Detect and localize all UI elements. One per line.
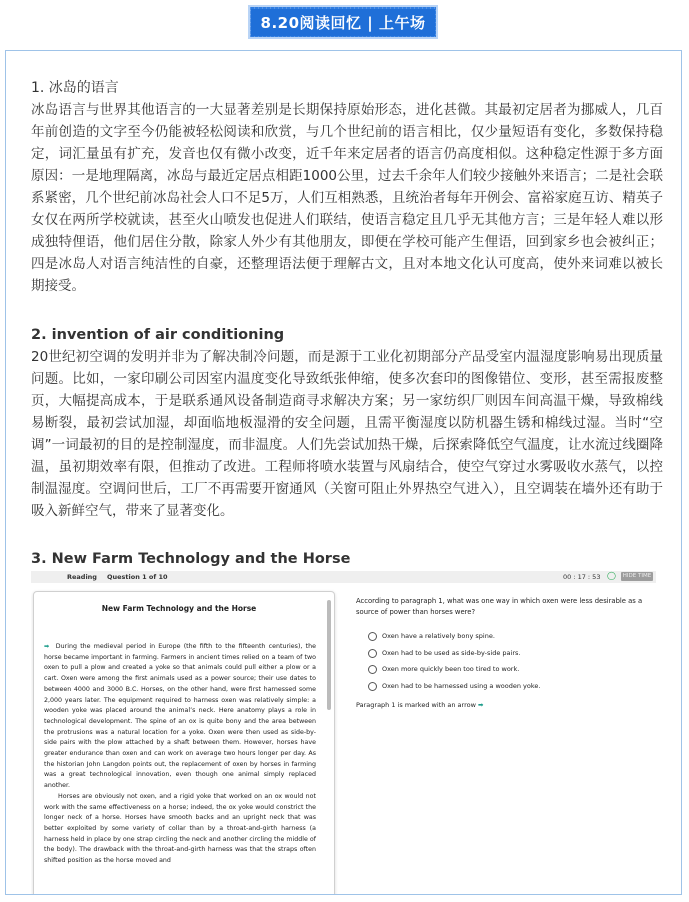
timer: 00 : 17 : 53: [563, 573, 601, 581]
option-label: Oxen had to be harnessed using a wooden yoke.: [382, 681, 541, 690]
arrow-icon: ➡: [44, 643, 50, 650]
answer-option[interactable]: [368, 665, 618, 682]
option-label: Oxen have a relatively bony spine.: [382, 632, 495, 640]
hide-time-button[interactable]: HIDE TIME: [622, 573, 652, 579]
radio-icon[interactable]: [368, 649, 377, 658]
question-counter: Question 1 of 10: [107, 573, 168, 581]
passage-body: [44, 642, 316, 867]
test-toolbar: [31, 571, 656, 583]
option-label: Oxen more quickly been too tired to work.: [382, 665, 520, 673]
passage-paragraph-2: Horses are obviously not oxen, and a rigid yoke that worked on an ox would not work with the same effectiveness on a horse; indeed, the ox yoke would constrict the longer neck of a horse. Horses have smooth backs and an upright neck that was better exploited by some variety of collar than by a throat-and-girth harness (a harness held in place by one strap circling the neck and another circling the middle of the body). The drawback with the throat-and-girth harness was that the straps often shifted position as the horse moved and: [44, 792, 316, 865]
passage-title: New Farm Technology and the Horse: [101, 604, 257, 613]
passage-panel[interactable]: [33, 591, 335, 895]
tab-reading[interactable]: Reading: [67, 573, 97, 581]
question-text: According to paragraph 1, what was one way in which oxen were less desirable as a source of power than horses were?: [356, 597, 643, 616]
option-label: Oxen had to be used as side-by-side pairs.: [382, 648, 521, 657]
section-title: 3. New Farm Technology and the Horse: [31, 551, 351, 567]
scrollbar[interactable]: [327, 600, 331, 710]
answer-option[interactable]: [368, 632, 618, 649]
answer-option[interactable]: [368, 649, 618, 666]
section-air-conditioning: [31, 325, 663, 522]
arrow-icon: ➡: [478, 701, 484, 709]
answer-options: [368, 632, 618, 698]
test-screenshot: [31, 571, 656, 895]
paragraph-note: Paragraph 1 is marked with an arrow ➡: [356, 701, 484, 709]
section-body: 冰岛语言与世界其他语言的一大显著差别是长期保持原始形态，进化甚微。其最初定居者为挪威人，几百年前创造的文字至今仍能被轻松阅读和欣赏，与几个世纪前的语言相比，仅少量短语有变化，多数保持稳定，词汇量虽有扩充，发音也仅有微小改变，近千年来定居者的语言仍高度相似。这种稳定性源于多方面原因：一是地理隔离，冰岛与最近定居点相距1000公里，过去千余年人们较少接触外来语言；二是社会联系紧密，几个世纪前冰岛社会人口不足5万，人们互相熟悉，且统治者每年开例会、富裕家庭互访、精英子女仅在两所学校就读，甚至火山喷发也促进人们联结，使语言稳定且几乎无其他方言；三是年轻人难以形成独特俚语，他们居住分散，除家人外少有其他朋友，即便在学校可能产生俚语，回到家乡也会被纠正；四是冰岛人对语言纯洁性的自豪，还整理语法便于理解古文，且对本地文化认可度高，使外来词难以被长期接受。: [31, 102, 663, 294]
section-body: 20世纪初空调的发明并非为了解决制冷问题，而是源于工业化初期部分产品受室内温湿度影响易出现质量问题。比如，一家印刷公司因室内温度变化导致纸张伸缩，使多次套印的图像错位、变形，甚至需报废整页，大幅提高成本，于是联系通风设备制造商寻求解决方案；另一家纺织厂则因车间高温干燥，导致棉线易断裂，最初尝试加湿，却面临地板湿滑的安全问题，且需平衡湿度以防机器生锈和棉线过湿。当时“空调”一词最初的目的是控制湿度，而非温度。人们先尝试加热干燥，后探索降低空气温度，让水流过线圈降温，虽初期效率有限，但推动了改进。工程师将喷水装置与风扇结合，使空气穿过水雾吸收水蒸气，以控制温湿度。空调问世后，工厂不再需要开窗通风（关窗可阻止外界热空气进入），且空调装在墙外还有助于吸入新鲜空气，带来了显著变化。: [31, 349, 663, 519]
section-title: 2. invention of air conditioning: [31, 327, 285, 343]
answer-option[interactable]: [368, 682, 618, 699]
banner-title: 8.20阅读回忆 | 上午场: [251, 9, 436, 36]
header-banner: [248, 5, 438, 39]
eye-icon[interactable]: ◯: [607, 571, 616, 580]
radio-icon[interactable]: [368, 682, 377, 691]
radio-icon[interactable]: [368, 632, 377, 641]
passage-paragraph-1: ➡ During the medieval period in Europe (the fifth to the fifteenth centuries), the horse became important in farming. Farmers in ancient times relied on a team of two oxen to pull a plow and created a yoke so that animals could pull either a plow or a cart. Oxen were among the first animals used as a power source; their use dates to between 4000 and 3000 B.C. Horses, on the other hand, were first harnessed some 2,000 years later. The equipment required to harness oxen was relatively simple: a wooden yoke was placed around the animal’s neck. Here anatomy plays a role in technological development. The spine of an ox is quite bony and the area between the protrusions was a natural location for a yoke. Oxen were then used as side-by-side pairs with the plow attached by a shaft between them. However, horses have greater endurance than oxen and can work on average two hours longer per day. As the historian John Langdon points out, the replacement of oxen by horses in farming was a great technological innovation, even though one animal simply replaced another.: [44, 643, 316, 790]
section-title: 1. 冰岛的语言: [31, 80, 119, 96]
section-farm-technology: [31, 549, 663, 570]
article-frame: [5, 50, 682, 895]
section-iceland-language: [31, 78, 663, 297]
radio-icon[interactable]: [368, 665, 377, 674]
